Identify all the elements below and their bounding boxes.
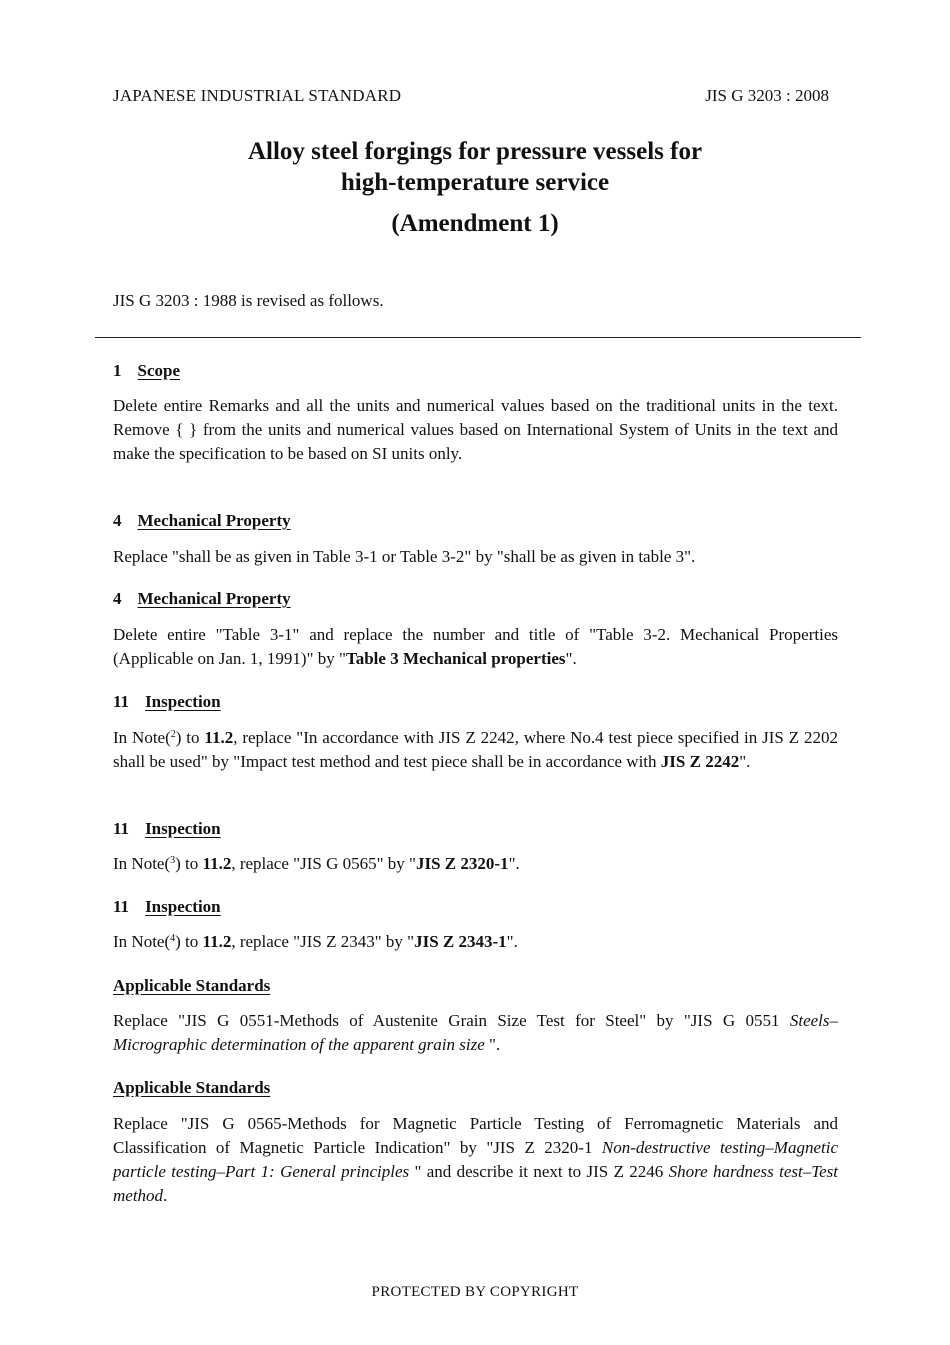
section-heading-inspection (113, 692, 221, 712)
section-title: Inspection (145, 692, 221, 711)
section-number: 11 (113, 897, 130, 916)
section-number: 11 (113, 819, 130, 838)
note-number: 4 (170, 933, 176, 944)
body-text: ) to (175, 932, 203, 951)
body-text: . (163, 1186, 168, 1205)
section-body-inspection-note-3 (113, 852, 838, 876)
body-text: , replace "JIS Z 2343" by " (231, 932, 415, 951)
body-text: ". (506, 932, 518, 951)
body-text: " and describe it next to JIS Z 2246 (409, 1162, 669, 1181)
header-standard-name: JAPANESE INDUSTRIAL STANDARD (113, 86, 402, 105)
section-title: Scope (137, 361, 180, 380)
body-text: ". (565, 649, 577, 668)
body-bold-text: Table 3 Mechanical properties (345, 649, 566, 668)
section-heading-inspection (113, 819, 221, 839)
standard-title-italic: Shore hardness test–Test method (113, 1162, 838, 1205)
section-heading-mechanical-property (113, 511, 291, 531)
body-text: , replace "In accordance with JIS Z 2242, where No.4 test piece specified in JIS Z 2202 shall be used" by "Impact test method and test piece shall be in accordance with (113, 728, 838, 771)
section-title: Applicable Standards (113, 976, 271, 995)
section-heading-inspection (113, 897, 221, 917)
section-title: Inspection (145, 897, 221, 916)
body-bold-text: JIS Z 2242 (660, 752, 740, 771)
revision-note: JIS G 3203 : 1988 is revised as follows. (113, 291, 384, 310)
standard-title-italic: Non-destructive testing–Magnetic particle testing–Part 1: General principles (113, 1138, 838, 1181)
document-title (0, 136, 950, 239)
section-title: Applicable Standards (113, 1078, 271, 1097)
clause-reference: 11.2 (204, 728, 234, 747)
horizontal-divider (95, 337, 861, 338)
section-number: 11 (113, 692, 130, 711)
body-text: Replace "JIS G 0551-Methods of Austenite Grain Size Test for Steel" by "JIS G 0551 (113, 1011, 790, 1030)
body-text: Replace "JIS G 0565-Methods for Magnetic Particle Testing of Ferromagnetic Materials and Classification of Magnetic Particle Indication" by "JIS Z 2320-1 (113, 1114, 838, 1157)
body-text: In Note( (113, 728, 171, 747)
body-text: ". (739, 752, 751, 771)
section-heading-applicable-standards (113, 1078, 270, 1098)
section-title: Mechanical Property (137, 511, 291, 530)
body-text: In Note( (113, 854, 171, 873)
note-number: 3 (170, 855, 176, 866)
section-title: Mechanical Property (137, 589, 291, 608)
title-line-1: Alloy steel forgings for pressure vessels for (247, 138, 703, 165)
section-title: Inspection (145, 819, 221, 838)
section-body-inspection-note-2 (113, 726, 838, 774)
section-body-scope: Delete entire Remarks and all the units and numerical values based on the traditional units in the text. Remove { } from the units and numerical values based on International System of Units in the text and make the specification to be based on SI units only. (113, 396, 838, 463)
section-body-mechanical-property-table (113, 623, 838, 671)
body-text: Delete entire "Table 3-1" and replace the number and title of "Table 3-2. Mechanical Properties (Applicable on Jan. 1, 1991)" by " (113, 625, 838, 668)
section-heading-mechanical-property (113, 589, 291, 609)
section-heading-scope (113, 361, 180, 381)
body-text: In Note( (113, 932, 171, 951)
section-number: 4 (113, 589, 122, 608)
body-text: ) to (175, 854, 203, 873)
body-bold-text: JIS Z 2320-1 (415, 854, 509, 873)
section-body-inspection-note-4 (113, 930, 838, 954)
copyright-footer: PROTECTED BY COPYRIGHT (371, 1284, 579, 1300)
body-text: ". (508, 854, 520, 873)
body-text: , replace "JIS G 0565" by " (231, 854, 416, 873)
note-number: 2 (170, 729, 176, 740)
body-text: ". (484, 1035, 501, 1054)
body-bold-text: JIS Z 2343-1 (414, 932, 507, 951)
section-number: 4 (113, 511, 122, 530)
standard-title-italic: Steels–Micrographic determination of the apparent grain size (113, 1011, 838, 1054)
section-number: 1 (113, 361, 122, 380)
section-body-mechanical-property: Replace "shall be as given in Table 3-1 or Table 3-2" by "shall be as given in table 3". (113, 547, 696, 566)
section-body-applicable-standards-g0551 (113, 1009, 838, 1057)
body-text: ) to (175, 728, 205, 747)
section-heading-applicable-standards (113, 976, 270, 996)
section-body-applicable-standards-g0565 (113, 1112, 838, 1208)
title-amendment: (Amendment 1) (391, 210, 559, 237)
clause-reference: 11.2 (202, 932, 232, 951)
title-line-2: high-temperature service (340, 169, 610, 196)
header-standard-number: JIS G 3203 : 2008 (705, 86, 829, 105)
clause-reference: 11.2 (202, 854, 232, 873)
